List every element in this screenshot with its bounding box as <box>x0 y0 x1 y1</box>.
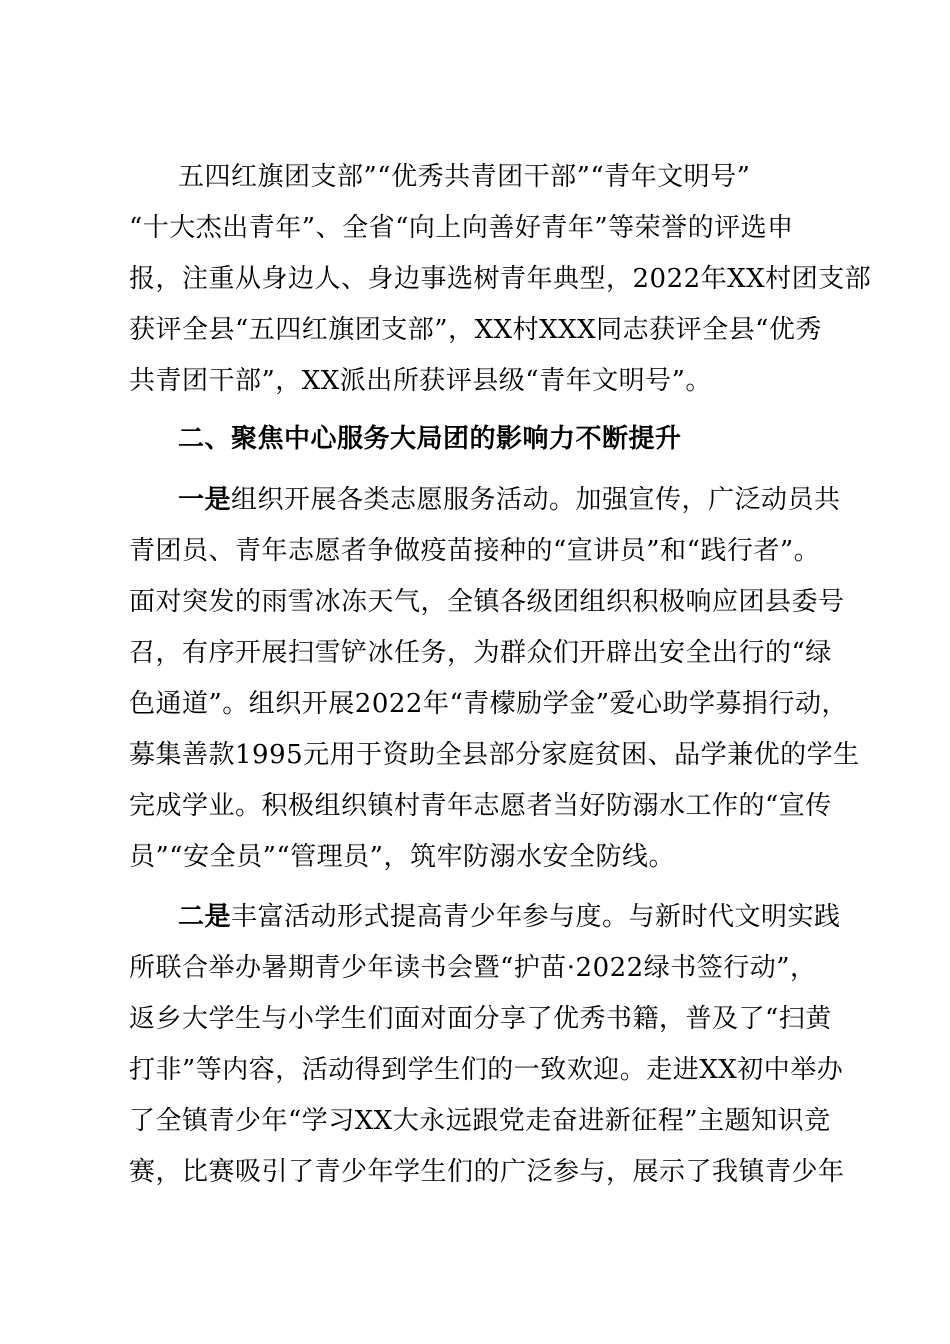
paragraph-2-line-1-text: 组织开展各类志愿服务活动。加强宣传，广泛动员共 <box>231 485 841 515</box>
paragraph-2-line-4: 召，有序开展扫雪铲冰任务，为群众们开辟出安全出行的“绿 <box>129 638 832 668</box>
paragraph-3-line-4: 打非”等内容，活动得到学生们的一致欢迎。走进XX初中举办 <box>129 1055 844 1085</box>
paragraph-2-line-7: 完成学业。积极组织镇村青年志愿者当好防溺水工作的“宣传 <box>129 791 832 821</box>
paragraph-2-line-5: 色通道”。组织开展2022年“青檬励学金”爱心助学募捐行动， <box>129 689 849 719</box>
paragraph-1-line-3: 报，注重从身边人、身边事选树青年典型，2022年XX村团支部 <box>129 264 872 294</box>
paragraph-2-line-8: 员”“安全员”“管理员”，筑牢防溺水安全防线。 <box>129 842 675 872</box>
paragraph-1-line-4: 获评全县“五四红旗团支部”，XX村XXX同志获评全县“优秀 <box>129 315 822 345</box>
paragraph-3-line-1 <box>178 898 841 936</box>
section-heading-2: 二、聚焦中心服务大局团的影响力不断提升 <box>178 424 682 454</box>
paragraph-2-line-2: 青团员、青年志愿者争做疫苗接种的“宣讲员”和“践行者”。 <box>129 536 821 566</box>
paragraph-2-line-3: 面对突发的雨雪冰冻天气，全镇各级团组织积极响应团县委号 <box>129 587 845 617</box>
paragraph-3-line-2: 所联合举办暑期青少年读书会暨“护苗·2022绿书签行动”， <box>129 953 817 983</box>
paragraph-2-line-6: 募集善款1995元用于资助全县部分家庭贫困、品学兼优的学生 <box>129 740 860 770</box>
paragraph-2-lead: 一是 <box>178 485 232 515</box>
paragraph-3-line-3: 返乡大学生与小学生们面对面分享了优秀书籍，普及了“扫黄 <box>129 1004 832 1034</box>
paragraph-3-line-6: 赛，比赛吸引了青少年学生们的广泛参与，展示了我镇青少年 <box>129 1157 845 1187</box>
paragraph-1-line-2: “十大杰出青年”、全省“向上向善好青年”等荣誉的评选申 <box>129 213 794 243</box>
paragraph-3-lead: 二是 <box>178 902 232 932</box>
paragraph-3-line-1-text: 丰富活动形式提高青少年参与度。与新时代文明实践 <box>231 902 841 932</box>
paragraph-1-line-1: 五四红旗团支部”“优秀共青团干部”“青年文明号” <box>178 162 751 192</box>
paragraph-2-line-1 <box>178 481 841 519</box>
paragraph-1-line-5: 共青团干部”，XX派出所获评县级“青年文明号”。 <box>129 366 712 396</box>
paragraph-3-line-5: 了全镇青少年“学习XX大永远跟党走奋进新征程”主题知识竞 <box>129 1106 831 1136</box>
